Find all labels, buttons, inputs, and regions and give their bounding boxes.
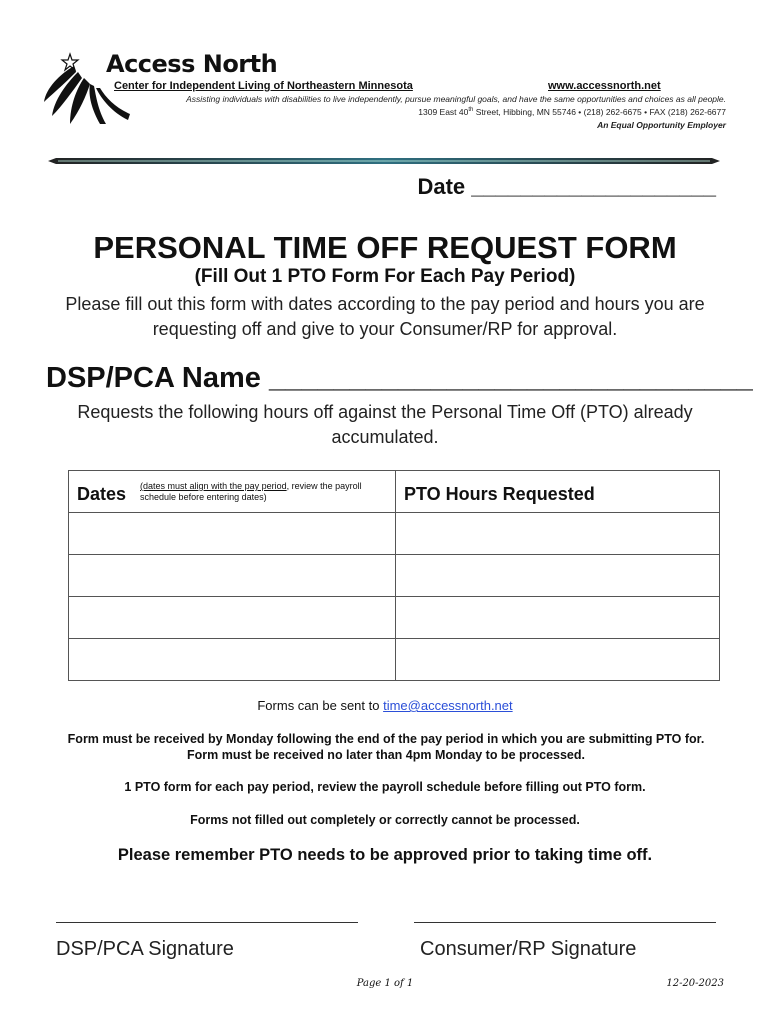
revision-date: 12-20-2023: [666, 978, 724, 989]
dates-note: [140, 481, 370, 503]
email-link[interactable]: time@accessnorth.net: [383, 698, 513, 713]
hours-cell[interactable]: [396, 597, 720, 639]
pto-hours-header: PTO Hours Requested: [404, 484, 595, 504]
send-forms-prefix: Forms can be sent to: [257, 698, 384, 713]
org-website[interactable]: www.accessnorth.net: [548, 80, 661, 92]
header-divider: [48, 158, 720, 164]
form-subtitle: (Fill Out 1 PTO Form For Each Pay Period): [194, 266, 576, 287]
hours-cell[interactable]: [396, 639, 720, 681]
address-sup: th: [468, 107, 474, 114]
table-row: [69, 513, 720, 555]
address-rest: Street, Hibbing, MN 55746 • (218) 262-6675 • FAX (218) 262-6677: [473, 107, 726, 117]
deadline-rule: Form must be received by Monday following the end of the pay period in which you are submitting PTO for. Form must be received no later than 4pm Monday to be processed.: [67, 732, 705, 762]
dsp-pca-name-field[interactable]: DSP/PCA Name ______________________________: [46, 362, 753, 394]
date-cell[interactable]: [69, 597, 396, 639]
org-address: [418, 107, 726, 117]
page-number: Page 1 of 1: [356, 978, 414, 989]
completeness-rule: Forms not filled out completely or correctly cannot be processed.: [190, 813, 580, 827]
equal-opportunity-note: An Equal Opportunity Employer: [597, 120, 726, 130]
dsp-signature-line[interactable]: [56, 922, 358, 923]
dates-header-cell: [69, 471, 396, 513]
table-header-row: [69, 471, 720, 513]
table-row: [69, 555, 720, 597]
hours-cell[interactable]: [396, 555, 720, 597]
date-field[interactable]: Date ____________________: [417, 174, 716, 199]
send-forms-note: [0, 698, 770, 713]
hours-cell[interactable]: [396, 513, 720, 555]
consumer-signature-label: Consumer/RP Signature: [420, 938, 637, 960]
approval-reminder: Please remember PTO needs to be approved prior to taking time off.: [117, 846, 653, 864]
org-subtitle: Center for Independent Living of Northeastern Minnesota: [114, 80, 413, 92]
pto-table: [68, 470, 720, 681]
table-row: [69, 639, 720, 681]
org-tagline: Assisting individuals with disabilities to live independently, pursue meaningful goals, and have the same opportunities and choices as all people.: [186, 94, 726, 104]
org-name: Access North: [106, 50, 278, 78]
table-row: [69, 597, 720, 639]
dates-header: Dates: [77, 484, 127, 504]
form-title: PERSONAL TIME OFF REQUEST FORM: [93, 230, 677, 265]
pay-period-rule: 1 PTO form for each pay period, review the payroll schedule before filling out PTO form.: [124, 780, 646, 794]
dates-note-rest: , review the payroll schedule before entering dates): [140, 481, 362, 502]
requests-text: Requests the following hours off against the Personal Time Off (PTO) already accumulated.: [77, 402, 693, 447]
address-street: 1309 East 40: [418, 107, 469, 117]
dates-note-underlined: (dates must align with the pay period: [140, 481, 287, 491]
date-cell[interactable]: [69, 555, 396, 597]
date-cell[interactable]: [69, 513, 396, 555]
consumer-signature-line[interactable]: [414, 922, 716, 923]
date-cell[interactable]: [69, 639, 396, 681]
dsp-signature-label: DSP/PCA Signature: [56, 938, 234, 960]
pto-hours-header-cell: [396, 471, 720, 513]
form-instructions: Please fill out this form with dates according to the pay period and hours you are requesting off and give to your Consumer/RP for approval.: [65, 294, 705, 339]
